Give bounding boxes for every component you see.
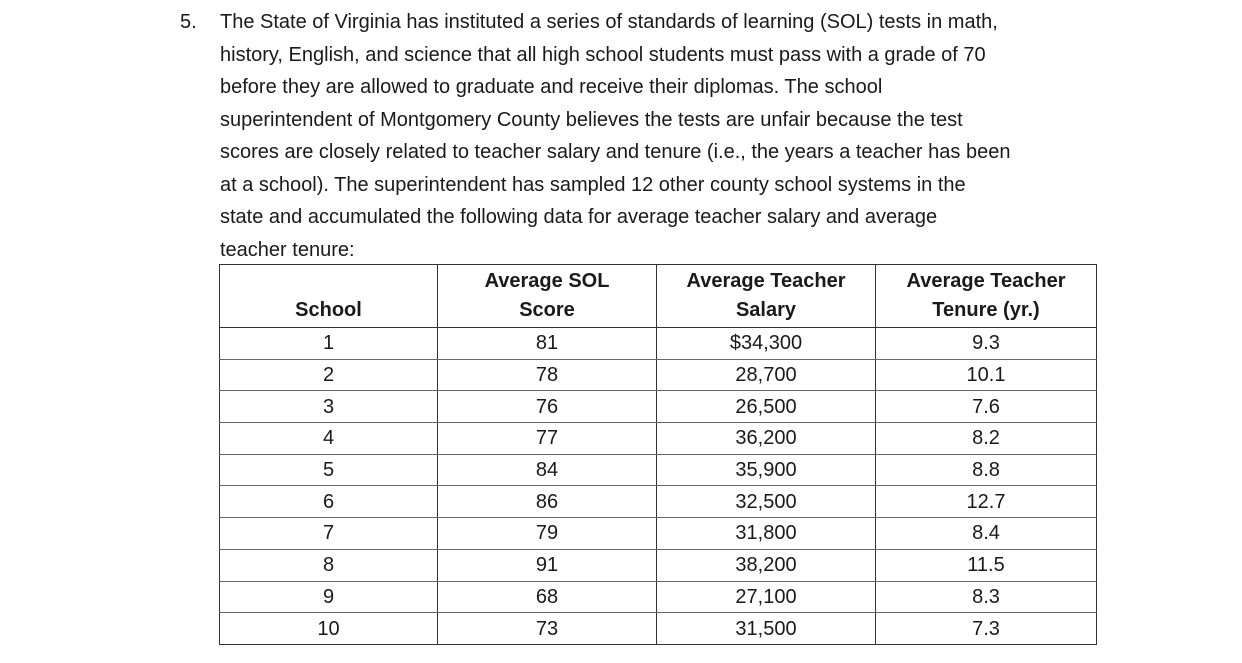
problem-text-line: The State of Virginia has instituted a series of standards of learning (SOL) tests in math, (220, 11, 998, 33)
table-body (220, 328, 1097, 645)
cell-teacher-salary: 31,500 (657, 613, 876, 645)
header-line: Salary (735, 299, 797, 321)
header-school (220, 265, 438, 328)
table-row (220, 423, 1097, 455)
data-table (219, 264, 1097, 645)
table-row (220, 518, 1097, 550)
problem-statement (180, 6, 1110, 266)
cell-teacher-salary: 26,500 (657, 391, 876, 423)
cell-teacher-tenure: 9.3 (876, 328, 1097, 360)
table-row (220, 549, 1097, 581)
cell-sol-score: 84 (438, 454, 657, 486)
problem-text (220, 6, 1110, 266)
cell-school: 5 (220, 454, 438, 486)
header-line: Average Teacher (686, 270, 846, 292)
cell-sol-score: 86 (438, 486, 657, 518)
table-row (220, 328, 1097, 360)
problem-text-line: scores are closely related to teacher salary and tenure (i.e., the years a teacher has been (220, 141, 1011, 163)
cell-teacher-tenure: 7.3 (876, 613, 1097, 645)
cell-school: 9 (220, 581, 438, 613)
cell-teacher-salary: 31,800 (657, 518, 876, 550)
header-line: School (295, 299, 362, 321)
table-header-row (220, 265, 1097, 328)
cell-teacher-salary: 38,200 (657, 549, 876, 581)
cell-sol-score: 73 (438, 613, 657, 645)
cell-teacher-salary: 35,900 (657, 454, 876, 486)
cell-sol-score: 77 (438, 423, 657, 455)
cell-sol-score: 81 (438, 328, 657, 360)
table-row (220, 454, 1097, 486)
table-row (220, 613, 1097, 645)
cell-school: 8 (220, 549, 438, 581)
header-teacher-salary (657, 265, 876, 328)
cell-teacher-tenure: 8.4 (876, 518, 1097, 550)
cell-teacher-salary: 27,100 (657, 581, 876, 613)
cell-teacher-tenure: 8.3 (876, 581, 1097, 613)
problem-text-line: at a school). The superintendent has sampled 12 other county school systems in the (220, 173, 966, 196)
cell-school: 4 (220, 423, 438, 455)
cell-sol-score: 76 (438, 391, 657, 423)
cell-teacher-tenure: 12.7 (876, 486, 1097, 518)
cell-sol-score: 78 (438, 359, 657, 391)
cell-teacher-salary: $34,300 (657, 328, 876, 360)
cell-school: 1 (220, 328, 438, 360)
cell-teacher-salary: 28,700 (657, 359, 876, 391)
header-teacher-tenure (876, 265, 1097, 328)
cell-sol-score: 91 (438, 549, 657, 581)
cell-teacher-tenure: 7.6 (876, 391, 1097, 423)
cell-sol-score: 68 (438, 581, 657, 613)
cell-school: 3 (220, 391, 438, 423)
header-sol-score (438, 265, 657, 328)
header-line: Tenure (yr.) (932, 299, 1040, 321)
cell-sol-score: 79 (438, 518, 657, 550)
table-row (220, 581, 1097, 613)
problem-text-line: teacher tenure: (220, 238, 355, 261)
problem-number: 5. (180, 11, 197, 33)
problem-text-line: before they are allowed to graduate and receive their diplomas. The school (220, 76, 883, 98)
cell-teacher-salary: 32,500 (657, 486, 876, 518)
cell-teacher-salary: 36,200 (657, 423, 876, 455)
problem-text-line: superintendent of Montgomery County believes the tests are unfair because the test (220, 108, 963, 131)
cell-teacher-tenure: 8.2 (876, 423, 1097, 455)
cell-school: 2 (220, 359, 438, 391)
table-row (220, 391, 1097, 423)
table-row (220, 486, 1097, 518)
cell-school: 6 (220, 486, 438, 518)
cell-teacher-tenure: 11.5 (876, 549, 1097, 581)
cell-teacher-tenure: 8.8 (876, 454, 1097, 486)
problem-text-line: state and accumulated the following data for average teacher salary and average (220, 206, 938, 228)
cell-school: 10 (220, 613, 438, 645)
problem-text-line: history, English, and science that all high school students must pass with a grade of 70 (220, 43, 986, 66)
cell-teacher-tenure: 10.1 (876, 359, 1097, 391)
header-line: Average Teacher (906, 270, 1066, 292)
header-line: Average SOL (484, 270, 610, 292)
cell-school: 7 (220, 518, 438, 550)
table-row (220, 359, 1097, 391)
header-line: Score (519, 299, 575, 321)
